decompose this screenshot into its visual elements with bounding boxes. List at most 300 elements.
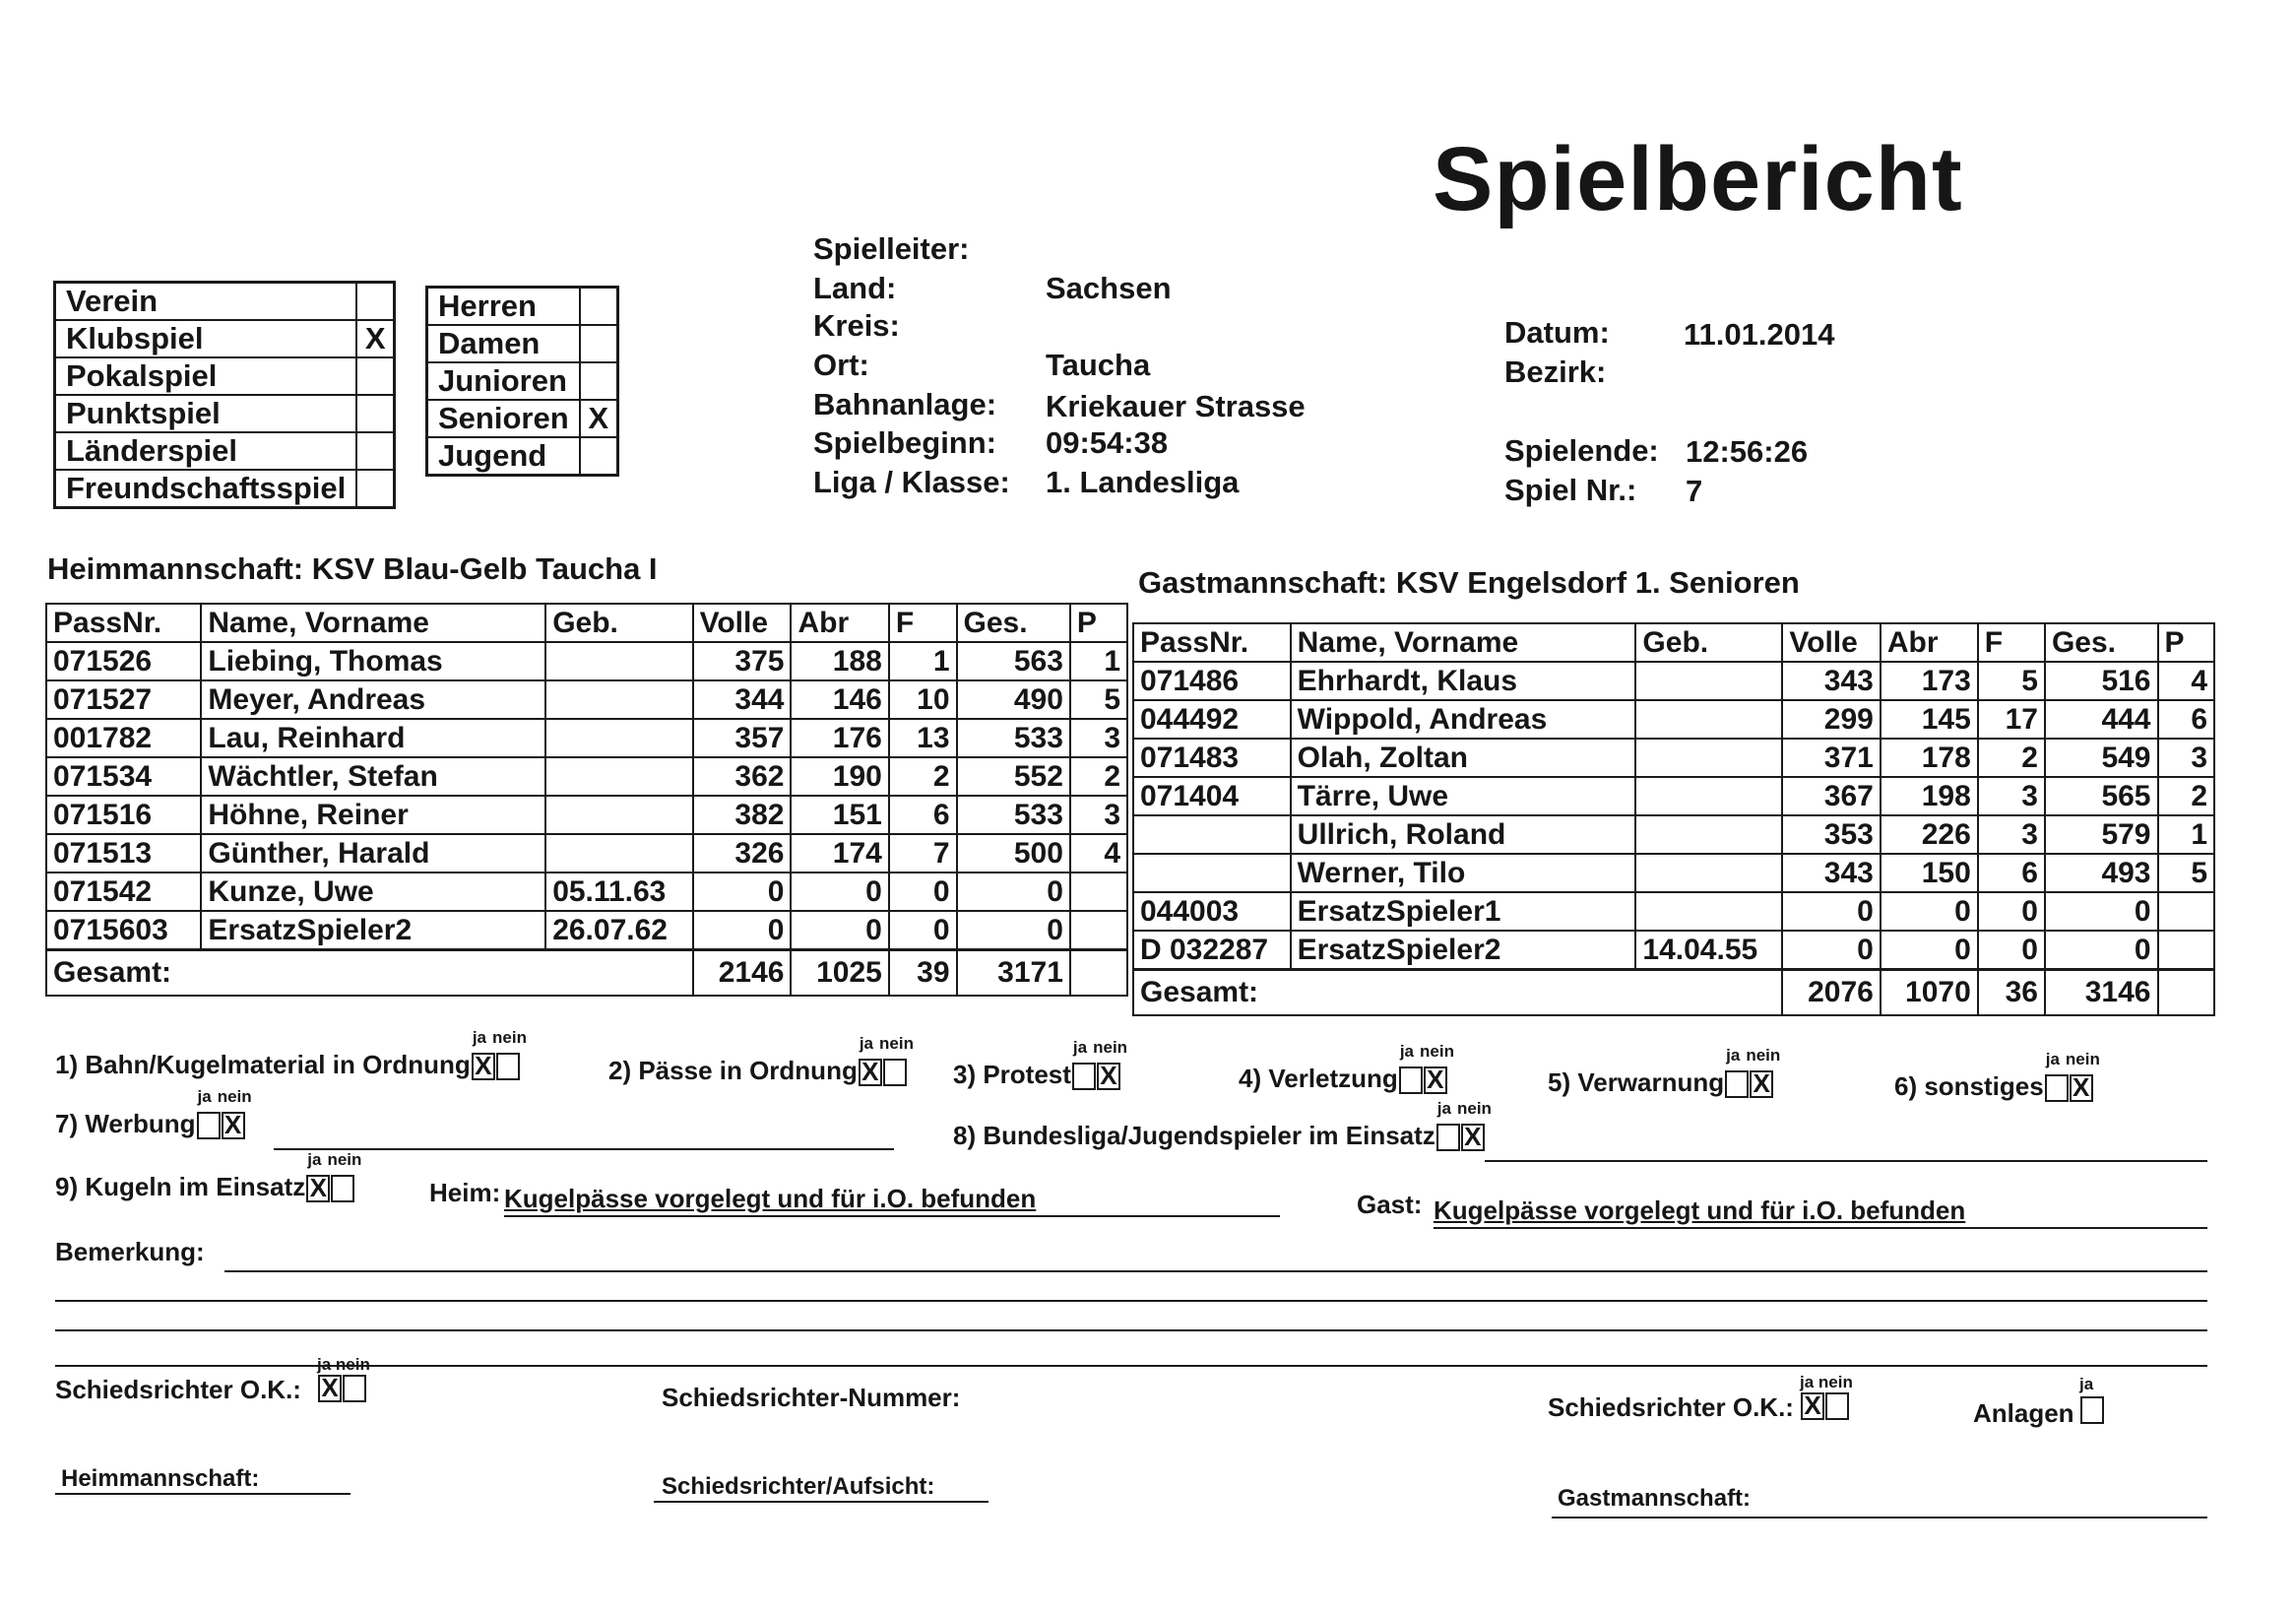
home-cell-pass: 071513 bbox=[46, 834, 201, 872]
spielbeginn-label: Spielbeginn: bbox=[813, 425, 996, 460]
sr-ok-right-boxes bbox=[1800, 1392, 1849, 1420]
game-type-row bbox=[55, 470, 395, 508]
home-cell-ges: 0 bbox=[957, 872, 1070, 911]
guest-cell-abr: 0 bbox=[1881, 892, 1978, 931]
class-box bbox=[425, 286, 619, 477]
game-type-checkbox[interactable] bbox=[356, 432, 395, 470]
datum-value: 11.01.2014 bbox=[1684, 317, 1835, 352]
home-cell-pass: 071534 bbox=[46, 757, 201, 796]
q6-janein-label: ja nein bbox=[2045, 1050, 2100, 1068]
home-cell-geb: 26.07.62 bbox=[545, 911, 692, 950]
q5-checkbox-group bbox=[1724, 1046, 1781, 1099]
guest-total-ges: 3146 bbox=[2045, 970, 2158, 1016]
home-cell-abr: 0 bbox=[791, 872, 888, 911]
home-cell-pass: 071516 bbox=[46, 796, 201, 834]
home-cell-abr: 146 bbox=[791, 680, 888, 719]
guest-cell-abr: 226 bbox=[1881, 815, 1978, 854]
datum-label: Datum: bbox=[1504, 315, 1610, 350]
guest-score-table bbox=[1132, 622, 2215, 1016]
q9-checkbox-group bbox=[305, 1150, 362, 1203]
q6-checkbox-group bbox=[2044, 1050, 2100, 1103]
q8-ja-checkbox[interactable] bbox=[1436, 1124, 1460, 1151]
q4-ja-checkbox[interactable] bbox=[1399, 1066, 1423, 1094]
guest-cell-abr: 173 bbox=[1881, 662, 1978, 700]
q3-nein-checkbox[interactable]: X bbox=[1097, 1063, 1120, 1090]
home-cell-abr: 176 bbox=[791, 719, 888, 757]
home-cell-volle: 326 bbox=[693, 834, 792, 872]
home-cell-pass: 001782 bbox=[46, 719, 201, 757]
home-cell-pass: 071526 bbox=[46, 642, 201, 680]
guest-cell-pass: 071404 bbox=[1133, 777, 1291, 815]
guest-cell-pass bbox=[1133, 854, 1291, 892]
home-player-row bbox=[46, 796, 1127, 834]
game-type-label: Freundschaftsspiel bbox=[55, 470, 357, 508]
home-cell-ges: 490 bbox=[957, 680, 1070, 719]
q6-label: 6) sonstiges bbox=[1894, 1071, 2044, 1101]
game-type-row bbox=[55, 432, 395, 470]
guest-cell-pass: 071486 bbox=[1133, 662, 1291, 700]
home-col-header: F bbox=[889, 604, 957, 642]
guest-col-header: F bbox=[1978, 623, 2045, 662]
home-cell-p: 5 bbox=[1070, 680, 1127, 719]
game-type-row bbox=[55, 357, 395, 395]
q5-nein-checkbox[interactable]: X bbox=[1750, 1070, 1773, 1098]
liga-label: Liga / Klasse: bbox=[813, 465, 1010, 499]
guest-cell-geb: 14.04.55 bbox=[1635, 931, 1782, 970]
home-score-table bbox=[45, 603, 1128, 997]
player-class-label: Damen bbox=[427, 325, 580, 362]
guest-cell-geb bbox=[1635, 739, 1782, 777]
bemerkung-line-2[interactable] bbox=[55, 1300, 2207, 1302]
guest-cell-abr: 178 bbox=[1881, 739, 1978, 777]
guest-cell-ges: 444 bbox=[2045, 700, 2158, 739]
player-class-checkbox[interactable] bbox=[580, 437, 618, 476]
guest-col-header: Volle bbox=[1782, 623, 1881, 662]
guest-cell-name: Tärre, Uwe bbox=[1291, 777, 1636, 815]
home-cell-name: Kunze, Uwe bbox=[201, 872, 545, 911]
home-cell-f: 7 bbox=[889, 834, 957, 872]
sig-heim-label: Heimmannschaft: bbox=[61, 1465, 260, 1492]
game-type-row bbox=[55, 395, 395, 432]
game-type-row bbox=[55, 283, 395, 321]
home-total-volle: 2146 bbox=[693, 950, 792, 997]
bemerkung-line-4[interactable] bbox=[55, 1365, 2207, 1367]
guest-col-header: PassNr. bbox=[1133, 623, 1291, 662]
sig-gast-label: Gastmannschaft: bbox=[1558, 1485, 1752, 1512]
home-cell-volle: 362 bbox=[693, 757, 792, 796]
home-cell-p: 3 bbox=[1070, 796, 1127, 834]
home-cell-pass: 0715603 bbox=[46, 911, 201, 950]
guest-cell-p bbox=[2158, 892, 2215, 931]
guest-total-f: 36 bbox=[1978, 970, 2045, 1016]
guest-cell-volle: 371 bbox=[1782, 739, 1881, 777]
q6-ja-checkbox[interactable] bbox=[2045, 1074, 2069, 1102]
q9-ja-checkbox[interactable]: X bbox=[306, 1175, 330, 1202]
bahnanlage-label: Bahnanlage: bbox=[813, 387, 997, 421]
kugeln-gast-label: Gast: bbox=[1357, 1190, 1423, 1219]
player-class-checkbox[interactable]: X bbox=[580, 400, 618, 437]
guest-cell-name: Ullrich, Roland bbox=[1291, 815, 1636, 854]
guest-total-volle: 2076 bbox=[1782, 970, 1881, 1016]
q4-label: 4) Verletzung bbox=[1239, 1064, 1398, 1093]
spielnr-value: 7 bbox=[1686, 474, 1703, 508]
q1-question bbox=[55, 1028, 527, 1081]
spielende-label: Spielende: bbox=[1504, 433, 1659, 468]
q5-janein-label: ja nein bbox=[1726, 1046, 1781, 1065]
guest-cell-geb bbox=[1635, 892, 1782, 931]
home-player-row bbox=[46, 680, 1127, 719]
home-total-f: 39 bbox=[889, 950, 957, 997]
guest-cell-pass bbox=[1133, 815, 1291, 854]
player-class-checkbox[interactable] bbox=[580, 325, 618, 362]
sr-ok-left-boxes bbox=[317, 1375, 366, 1402]
guest-cell-f: 0 bbox=[1978, 931, 2045, 970]
home-cell-name: Meyer, Andreas bbox=[201, 680, 545, 719]
guest-total-p bbox=[2158, 970, 2215, 1016]
player-class-row bbox=[427, 325, 618, 362]
game-type-label: Punktspiel bbox=[55, 395, 357, 432]
guest-cell-abr: 0 bbox=[1881, 931, 1978, 970]
home-col-header: Ges. bbox=[957, 604, 1070, 642]
home-col-header: Abr bbox=[791, 604, 888, 642]
home-cell-f: 0 bbox=[889, 872, 957, 911]
q4-nein-checkbox[interactable]: X bbox=[1424, 1066, 1447, 1094]
bemerkung-line-1[interactable] bbox=[224, 1270, 2207, 1272]
q7-entry-line[interactable] bbox=[274, 1148, 894, 1150]
player-class-row bbox=[427, 288, 618, 326]
q4-janein-label: ja nein bbox=[1399, 1042, 1454, 1061]
sr-ok-right-nein-checkbox[interactable] bbox=[1825, 1392, 1849, 1420]
q1-janein-label: ja nein bbox=[472, 1028, 527, 1047]
game-type-checkbox[interactable]: X bbox=[356, 320, 395, 357]
guest-cell-volle: 0 bbox=[1782, 931, 1881, 970]
guest-cell-f: 17 bbox=[1978, 700, 2045, 739]
home-col-header: Name, Vorname bbox=[201, 604, 545, 642]
guest-cell-p: 1 bbox=[2158, 815, 2215, 854]
home-cell-ges: 500 bbox=[957, 834, 1070, 872]
guest-player-row bbox=[1133, 815, 2214, 854]
spielende-value: 12:56:26 bbox=[1686, 434, 1809, 469]
home-cell-name: Liebing, Thomas bbox=[201, 642, 545, 680]
guest-cell-geb bbox=[1635, 777, 1782, 815]
player-class-label: Jugend bbox=[427, 437, 580, 476]
q1-checkbox-group bbox=[471, 1028, 527, 1081]
home-cell-ges: 533 bbox=[957, 719, 1070, 757]
home-cell-f: 2 bbox=[889, 757, 957, 796]
home-total-abr: 1025 bbox=[791, 950, 888, 997]
game-type-label: Verein bbox=[55, 283, 357, 321]
home-col-header: Volle bbox=[693, 604, 792, 642]
q3-label: 3) Protest bbox=[953, 1060, 1071, 1089]
guest-cell-volle: 367 bbox=[1782, 777, 1881, 815]
guest-cell-p: 2 bbox=[2158, 777, 2215, 815]
sr-ok-right-label: Schiedsrichter O.K.: bbox=[1548, 1392, 1794, 1422]
home-cell-volle: 0 bbox=[693, 911, 792, 950]
game-type-checkbox[interactable] bbox=[356, 395, 395, 432]
guest-cell-name: Wippold, Andreas bbox=[1291, 700, 1636, 739]
guest-col-header: Ges. bbox=[2045, 623, 2158, 662]
home-cell-volle: 375 bbox=[693, 642, 792, 680]
home-player-row bbox=[46, 872, 1127, 911]
game-type-checkbox[interactable] bbox=[356, 357, 395, 395]
game-type-checkbox[interactable] bbox=[356, 283, 395, 321]
home-player-row bbox=[46, 642, 1127, 680]
home-cell-p bbox=[1070, 911, 1127, 950]
anlagen-label: Anlagen bbox=[1973, 1398, 2074, 1428]
guest-cell-p bbox=[2158, 931, 2215, 970]
q1-ja-checkbox[interactable]: X bbox=[472, 1053, 495, 1080]
guest-cell-ges: 549 bbox=[2045, 739, 2158, 777]
sr-ok-left-nein-checkbox[interactable] bbox=[343, 1375, 366, 1402]
guest-cell-geb bbox=[1635, 662, 1782, 700]
game-type-label: Pokalspiel bbox=[55, 357, 357, 395]
q7-ja-checkbox[interactable] bbox=[197, 1112, 221, 1139]
home-cell-abr: 188 bbox=[791, 642, 888, 680]
guest-cell-p: 3 bbox=[2158, 739, 2215, 777]
sr-ok-right-ja-checkbox[interactable]: X bbox=[1801, 1392, 1824, 1420]
home-cell-geb bbox=[545, 834, 692, 872]
sig-aufsicht-label: Schiedsrichter/Aufsicht: bbox=[662, 1473, 935, 1500]
home-cell-geb bbox=[545, 719, 692, 757]
home-cell-f: 1 bbox=[889, 642, 957, 680]
q8-checkbox-group bbox=[1435, 1099, 1492, 1152]
q8-entry-line[interactable] bbox=[1485, 1160, 2207, 1162]
q2-ja-checkbox[interactable]: X bbox=[859, 1059, 882, 1086]
q6-nein-checkbox[interactable]: X bbox=[2070, 1074, 2093, 1102]
home-player-row bbox=[46, 834, 1127, 872]
guest-player-row bbox=[1133, 777, 2214, 815]
guest-cell-ges: 0 bbox=[2045, 931, 2158, 970]
player-class-row bbox=[427, 437, 618, 476]
q2-nein-checkbox[interactable] bbox=[883, 1059, 907, 1086]
q9-label: 9) Kugeln im Einsatz bbox=[55, 1172, 306, 1201]
home-cell-name: ErsatzSpieler2 bbox=[201, 911, 545, 950]
q2-janein-label: ja nein bbox=[859, 1034, 914, 1053]
ort-label: Ort: bbox=[813, 348, 869, 382]
home-team-header: Heimmannschaft: KSV Blau-Gelb Taucha I bbox=[47, 551, 658, 586]
guest-cell-geb bbox=[1635, 815, 1782, 854]
guest-player-row bbox=[1133, 892, 2214, 931]
ort-value: Taucha bbox=[1046, 348, 1151, 382]
liga-value: 1. Landesliga bbox=[1046, 465, 1240, 499]
home-cell-abr: 0 bbox=[791, 911, 888, 950]
home-total-ges: 3171 bbox=[957, 950, 1070, 997]
home-cell-pass: 071542 bbox=[46, 872, 201, 911]
player-class-label: Junioren bbox=[427, 362, 580, 400]
game-type-label: Länderspiel bbox=[55, 432, 357, 470]
home-cell-f: 6 bbox=[889, 796, 957, 834]
q7-label: 7) Werbung bbox=[55, 1109, 196, 1138]
bezirk-label: Bezirk: bbox=[1504, 355, 1607, 389]
home-cell-ges: 0 bbox=[957, 911, 1070, 950]
home-cell-name: Günther, Harald bbox=[201, 834, 545, 872]
home-cell-volle: 344 bbox=[693, 680, 792, 719]
q7-janein-label: ja nein bbox=[197, 1087, 252, 1106]
q9-janein-label: ja nein bbox=[307, 1150, 362, 1169]
spielbeginn-value: 09:54:38 bbox=[1046, 425, 1169, 460]
q2-label: 2) Pässe in Ordnung bbox=[608, 1056, 858, 1085]
guest-cell-p: 6 bbox=[2158, 700, 2215, 739]
sr-ok-left-label: Schiedsrichter O.K.: bbox=[55, 1375, 301, 1404]
q1-nein-checkbox[interactable] bbox=[496, 1053, 520, 1080]
q8-janein-label: ja nein bbox=[1436, 1099, 1492, 1118]
home-cell-volle: 382 bbox=[693, 796, 792, 834]
q2-checkbox-group bbox=[858, 1034, 914, 1087]
player-class-row bbox=[427, 362, 618, 400]
guest-cell-f: 2 bbox=[1978, 739, 2045, 777]
q9-nein-checkbox[interactable] bbox=[331, 1175, 354, 1202]
guest-cell-volle: 343 bbox=[1782, 662, 1881, 700]
q5-ja-checkbox[interactable] bbox=[1725, 1070, 1749, 1098]
guest-cell-abr: 150 bbox=[1881, 854, 1978, 892]
q8-label: 8) Bundesliga/Jugendspieler im Einsatz bbox=[953, 1121, 1435, 1150]
home-total-row bbox=[46, 950, 1127, 997]
q3-janein-label: ja nein bbox=[1072, 1038, 1128, 1057]
sr-ok-left-ja-checkbox[interactable]: X bbox=[318, 1375, 342, 1402]
home-cell-name: Höhne, Reiner bbox=[201, 796, 545, 834]
guest-cell-f: 3 bbox=[1978, 777, 2045, 815]
guest-cell-volle: 0 bbox=[1782, 892, 1881, 931]
guest-player-row bbox=[1133, 931, 2214, 970]
q3-question bbox=[953, 1038, 1128, 1091]
guest-col-header: Abr bbox=[1881, 623, 1978, 662]
game-type-box bbox=[53, 281, 396, 509]
home-cell-f: 13 bbox=[889, 719, 957, 757]
guest-cell-ges: 493 bbox=[2045, 854, 2158, 892]
guest-player-row bbox=[1133, 700, 2214, 739]
q1-label: 1) Bahn/Kugelmaterial in Ordnung bbox=[55, 1050, 471, 1079]
game-type-row bbox=[55, 320, 395, 357]
anlagen-ja-label: ja bbox=[2079, 1375, 2094, 1393]
player-class-checkbox[interactable] bbox=[580, 288, 618, 326]
player-class-checkbox[interactable] bbox=[580, 362, 618, 400]
kreis-label: Kreis: bbox=[813, 308, 900, 343]
home-cell-abr: 174 bbox=[791, 834, 888, 872]
bahnanlage-value: Kriekauer Strasse bbox=[1046, 389, 1306, 423]
land-label: Land: bbox=[813, 271, 897, 305]
q9-question bbox=[55, 1150, 362, 1203]
player-class-label: Senioren bbox=[427, 400, 580, 437]
guest-cell-pass: 044492 bbox=[1133, 700, 1291, 739]
guest-cell-f: 6 bbox=[1978, 854, 2045, 892]
guest-col-header: Name, Vorname bbox=[1291, 623, 1636, 662]
spielnr-label: Spiel Nr.: bbox=[1504, 473, 1637, 507]
q7-nein-checkbox[interactable]: X bbox=[222, 1112, 245, 1139]
home-player-row bbox=[46, 719, 1127, 757]
guest-cell-pass: 044003 bbox=[1133, 892, 1291, 931]
home-cell-p: 1 bbox=[1070, 642, 1127, 680]
guest-player-row bbox=[1133, 662, 2214, 700]
player-class-label: Herren bbox=[427, 288, 580, 326]
page-title: Spielbericht bbox=[1433, 129, 1963, 229]
guest-cell-f: 5 bbox=[1978, 662, 2045, 700]
q8-question bbox=[953, 1099, 1492, 1152]
home-cell-ges: 563 bbox=[957, 642, 1070, 680]
kugeln-heim-label: Heim: bbox=[429, 1178, 501, 1207]
guest-cell-ges: 0 bbox=[2045, 892, 2158, 931]
sr-nummer-label: Schiedsrichter-Nummer: bbox=[662, 1383, 961, 1412]
guest-player-row bbox=[1133, 854, 2214, 892]
guest-cell-f: 0 bbox=[1978, 892, 2045, 931]
bemerkung-line-3[interactable] bbox=[55, 1329, 2207, 1331]
home-total-p bbox=[1070, 950, 1127, 997]
guest-total-row bbox=[1133, 970, 2214, 1016]
guest-cell-ges: 565 bbox=[2045, 777, 2158, 815]
q3-checkbox-group bbox=[1071, 1038, 1128, 1091]
game-type-checkbox[interactable] bbox=[356, 470, 395, 508]
guest-cell-abr: 145 bbox=[1881, 700, 1978, 739]
game-type-label: Klubspiel bbox=[55, 320, 357, 357]
land-value: Sachsen bbox=[1046, 271, 1172, 305]
player-class-row bbox=[427, 400, 618, 437]
home-cell-geb: 05.11.63 bbox=[545, 872, 692, 911]
guest-cell-geb bbox=[1635, 700, 1782, 739]
home-cell-geb bbox=[545, 680, 692, 719]
q7-checkbox-group bbox=[196, 1087, 252, 1140]
home-total-label: Gesamt: bbox=[46, 950, 693, 997]
home-player-row bbox=[46, 757, 1127, 796]
guest-cell-abr: 198 bbox=[1881, 777, 1978, 815]
guest-cell-name: ErsatzSpieler2 bbox=[1291, 931, 1636, 970]
q7-question bbox=[55, 1087, 252, 1140]
q4-question bbox=[1239, 1042, 1454, 1095]
home-cell-volle: 0 bbox=[693, 872, 792, 911]
q6-question bbox=[1894, 1050, 2100, 1103]
sr-ok-left-janein: ja nein bbox=[317, 1355, 370, 1374]
q8-nein-checkbox[interactable]: X bbox=[1461, 1124, 1485, 1151]
home-cell-geb bbox=[545, 757, 692, 796]
kugeln-heim-text: Kugelpässe vorgelegt und für i.O. befunden bbox=[504, 1184, 1037, 1213]
home-cell-ges: 533 bbox=[957, 796, 1070, 834]
home-cell-abr: 190 bbox=[791, 757, 888, 796]
anlagen-checkbox[interactable] bbox=[2080, 1396, 2104, 1424]
guest-col-header: Geb. bbox=[1635, 623, 1782, 662]
home-cell-ges: 552 bbox=[957, 757, 1070, 796]
home-col-header: PassNr. bbox=[46, 604, 201, 642]
sr-ok-right-janein: ja nein bbox=[1800, 1373, 1853, 1391]
home-cell-volle: 357 bbox=[693, 719, 792, 757]
guest-cell-name: Olah, Zoltan bbox=[1291, 739, 1636, 777]
home-player-row bbox=[46, 911, 1127, 950]
home-cell-f: 10 bbox=[889, 680, 957, 719]
q5-label: 5) Verwarnung bbox=[1548, 1067, 1725, 1097]
guest-cell-name: Werner, Tilo bbox=[1291, 854, 1636, 892]
home-cell-geb bbox=[545, 796, 692, 834]
home-cell-p: 4 bbox=[1070, 834, 1127, 872]
guest-cell-p: 5 bbox=[2158, 854, 2215, 892]
guest-total-abr: 1070 bbox=[1881, 970, 1978, 1016]
guest-cell-f: 3 bbox=[1978, 815, 2045, 854]
bemerkung-label: Bemerkung: bbox=[55, 1237, 205, 1266]
guest-cell-ges: 516 bbox=[2045, 662, 2158, 700]
kugeln-gast-text: Kugelpässe vorgelegt und für i.O. befunden bbox=[1434, 1195, 1966, 1225]
guest-cell-pass: D 032287 bbox=[1133, 931, 1291, 970]
q4-checkbox-group bbox=[1398, 1042, 1454, 1095]
guest-cell-geb bbox=[1635, 854, 1782, 892]
home-cell-p bbox=[1070, 872, 1127, 911]
q3-ja-checkbox[interactable] bbox=[1072, 1063, 1096, 1090]
home-col-header: P bbox=[1070, 604, 1127, 642]
home-col-header: Geb. bbox=[545, 604, 692, 642]
guest-player-row bbox=[1133, 739, 2214, 777]
guest-cell-name: Ehrhardt, Klaus bbox=[1291, 662, 1636, 700]
guest-cell-ges: 579 bbox=[2045, 815, 2158, 854]
q2-question bbox=[608, 1034, 914, 1087]
guest-cell-volle: 353 bbox=[1782, 815, 1881, 854]
home-cell-name: Lau, Reinhard bbox=[201, 719, 545, 757]
guest-cell-p: 4 bbox=[2158, 662, 2215, 700]
home-cell-geb bbox=[545, 642, 692, 680]
